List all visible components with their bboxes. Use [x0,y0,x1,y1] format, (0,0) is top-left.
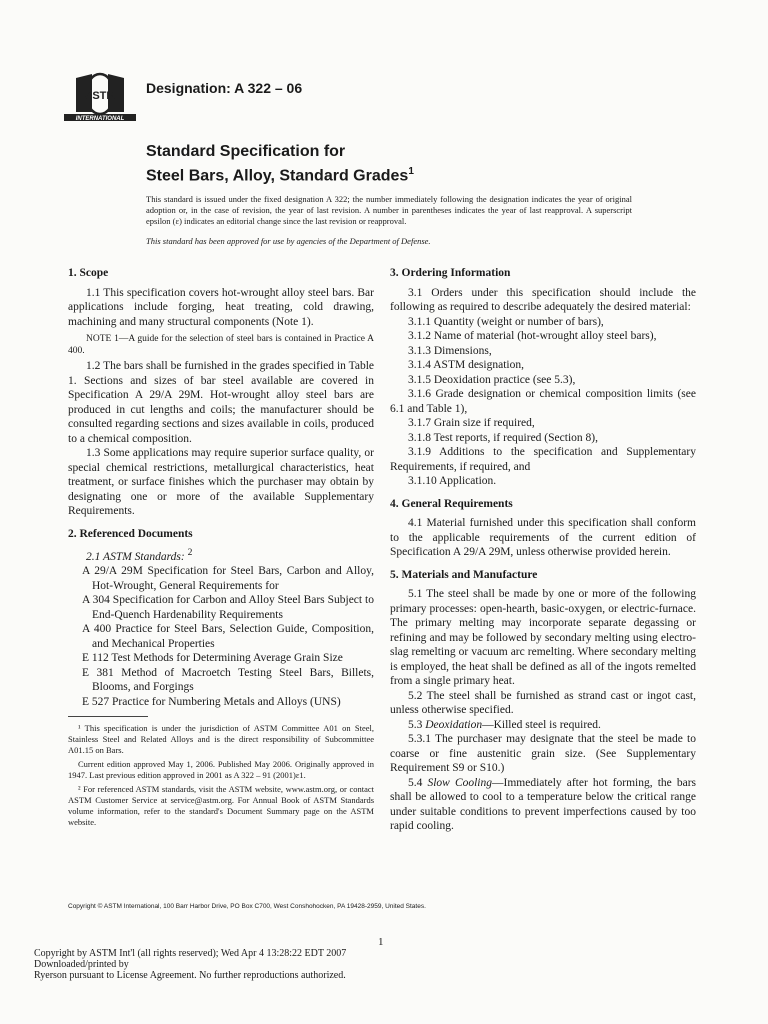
list-item: 3.1.7 Grain size if required, [408,417,535,429]
footnote: ¹ This specification is under the jurisdiction of ASTM Committee A01 on Steel, Stainless Steel and Related Alloys and is the direct responsibility of Subcommittee A01.15 on Bars. [68,723,374,755]
paragraph: 5.3 Deoxidation—Killed steel is required. [408,718,601,731]
paragraph: 3.1 Orders under this specification should include the following as required to describe adequately the desired material: [390,286,696,313]
download-notice: Copyright by ASTM Int'l (all rights reserved); Wed Apr 4 13:28:22 EDT 2007 Downloaded/printed by Ryerson pursuant to License Agreement. No further reproductions authorized. [34,948,347,981]
designation: Designation: A 322 – 06 [146,80,303,96]
list-item: 3.1.1 Quantity (weight or number of bars), [408,315,604,328]
page-number: 1 [378,936,384,948]
list-item: 3.1.2 Name of material (hot-wrought alloy steel bars), [408,330,657,342]
svg-text:ASTM: ASTM [84,90,116,102]
paragraph: 5.3.1 The purchaser may designate that the steel be made to coarse or fine austenitic grain size. (See Supplementary Requirement S9 or S10.) [390,733,696,774]
reference-item: E 112 Test Methods for Determining Average Grain Size [82,652,343,665]
document-title: Standard Specification for Steel Bars, Alloy, Standard Grades$^1$ [146,143,414,185]
paragraph: 1.1 This specification covers hot-wrought alloy steel bars. Bar applications include forging, heat treating, cold drawing, machining and many structural components (Note 1). [68,286,374,328]
list-item: 3.1.6 Grade designation or chemical composition limits (see 6.1 and Table 1), [390,388,696,415]
note: NOTE 1—A guide for the selection of steel bars is contained in Practice A 400. [68,334,374,356]
copyright-line: Copyright © ASTM International, 100 Barr Harbor Drive, PO Box C700, West Conshohocken, PA 19428-2959, United States. [68,903,426,910]
reference-item: E 527 Practice for Numbering Metals and Alloys (UNS) [82,695,341,708]
list-item: 3.1.3 Dimensions, [408,344,492,357]
reference-item: E 381 Method of Macroetch Testing Steel Bars, Billets, Blooms, and Forgings [82,666,374,694]
footnotes [68,716,374,831]
right-column [390,266,696,834]
footnote: Current edition approved May 1, 2006. Published May 2006. Originally approved in 1947. Last previous edition approved in 2001 as A 322 – 91 (2001)ε1. [68,759,374,780]
section-heading: 1. Scope [68,267,109,279]
reference-item: A 400 Practice for Steel Bars, Selection Guide, Composition, and Mechanical Properties [82,623,374,650]
paragraph: 5.1 The steel shall be made by one or more of the following primary processes: open-hearth, basic-oxygen, or electric-furnace. The primary melting may incorporate separate degassing or refining and may be followed by secondary melting using electro-slag remelting or vacuum arc remelting. Where secondary melting is employed, the heat shall be defined as all of the ingots remelted from a single primary heat. [390,588,696,687]
list-item: 3.1.4 ASTM designation, [408,359,524,371]
reference-item: A 304 Specification for Carbon and Alloy Steel Bars Subject to End-Quench Hardenability Requirements [82,594,374,621]
list-item: 3.1.8 Test reports, if required (Section 8), [408,431,598,444]
subheading: 2.1 ASTM Standards: $^2$ [86,547,193,563]
section-heading: 3. Ordering Information [390,267,511,279]
list-item: 3.1.5 Deoxidation practice (see 5.3), [408,373,576,386]
reference-item: A 29/A 29M Specification for Steel Bars, Carbon and Alloy, Hot-Wrought, General Requirements for [82,565,374,592]
dod-approval-note: This standard has been approved for use by agencies of the Department of Defense. [146,236,431,246]
paragraph: 5.2 The steel shall be furnished as strand cast or ingot cast, unless otherwise specified. [390,689,696,716]
paragraph: 1.2 The bars shall be furnished in the grades specified in Table 1. Sections and sizes of bar steel available are covered in Specification A 29/A 29M. Hot-wrought alloy steel bars are produced in cut lengths and coils; the manufacturer should be consulted regarding sections and sizes available in coils, produced to a chemical composition. [68,360,374,445]
list-item: 3.1.9 Additions to the specification and Supplementary Requirements, if required, and [390,446,696,473]
section-heading: 5. Materials and Manufacture [390,568,538,581]
left-column [68,266,374,709]
list-item: 3.1.10 Application. [408,475,497,487]
footnote: ² For referenced ASTM standards, visit the ASTM website, www.astm.org, or contact ASTM Customer Service at service@astm.org. For Annual Book of ASTM Standards volume information, refer to the standard's Document Summary page on the ASTM website. [68,784,374,827]
paragraph: 4.1 Material furnished under this specification shall conform to the applicable requirements of the current edition of Specification A 29/A 29M, unless otherwise provided herein. [390,517,696,558]
section-heading: 2. Referenced Documents [68,527,193,540]
paragraph: 1.3 Some applications may require superior surface quality, or special chemical restrictions, metallurgical characteristics, heat treatment, or surface finishes which the purchaser may obtain by designating one or more of the available Supplementary Requirements. [68,447,374,517]
issuance-note: This standard is issued under the fixed designation A 322; the number immediately following the designation indicates the year of original adoption or, in the case of revision, the year of last revision. A number in parentheses indicates the year of last reapproval. A superscript epsilon (ε) indicates an editorial change since the last revision or reapproval. [146,194,632,226]
paragraph: 5.4 Slow Cooling—Immediately after hot forming, the bars shall be allowed to cool to a temperature below the critical range under suitable conditions to prevent imperfections caused by too rapid cooling. [390,776,697,832]
section-heading: 4. General Requirements [390,497,513,510]
astm-logo [62,72,138,124]
svg-text:INTERNATIONAL: INTERNATIONAL [75,116,125,122]
